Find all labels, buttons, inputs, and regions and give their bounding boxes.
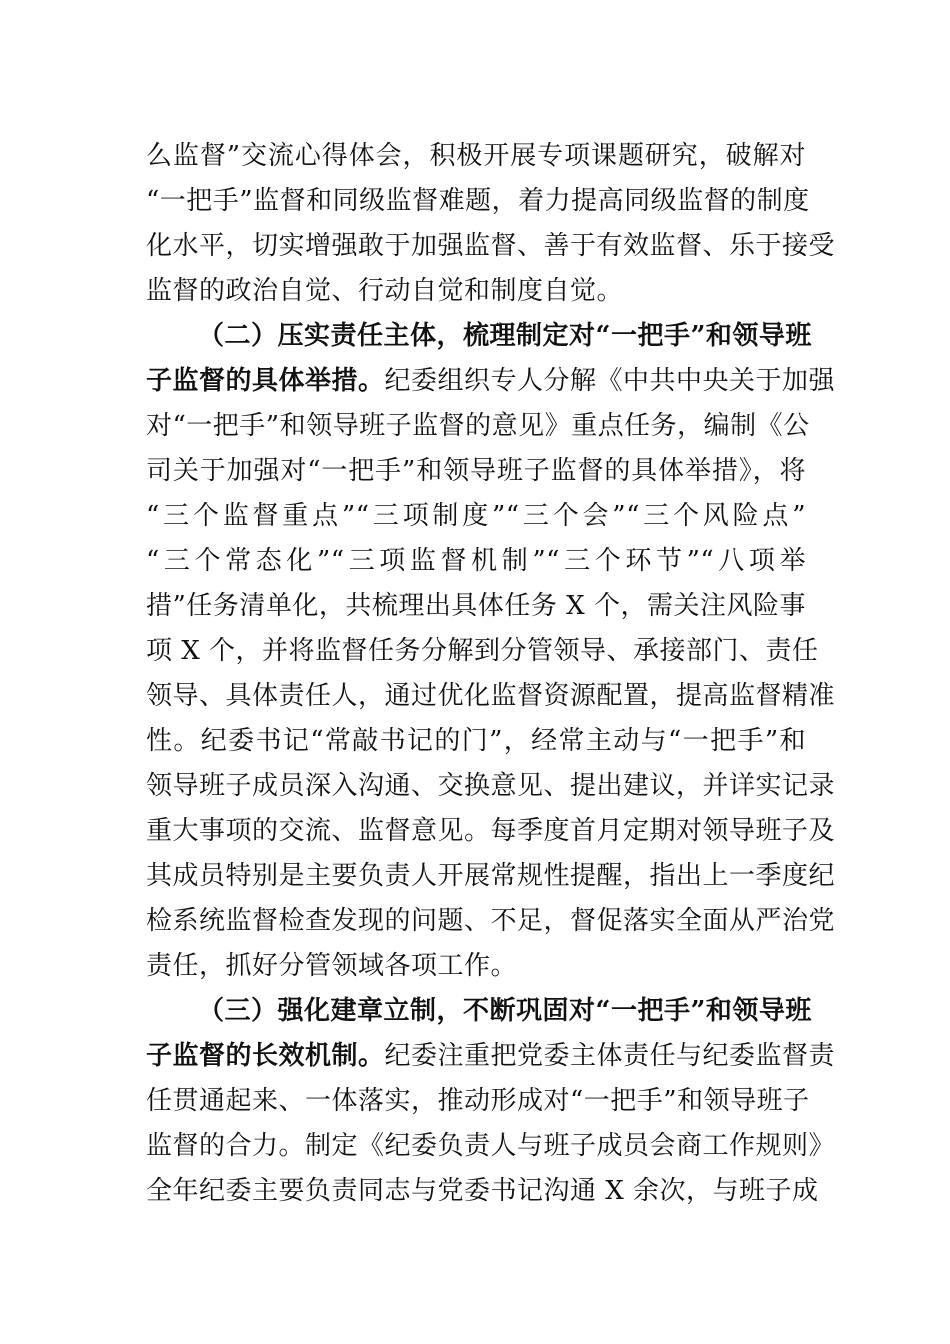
paragraph-text: 纪委组织专人分解《中共中央关于加强 xyxy=(384,366,836,396)
section-heading-3: （三）强化建章立制，不断巩固对“一把手”和领导班 xyxy=(198,996,812,1026)
paragraph-line-mixed xyxy=(146,1033,836,1079)
section-heading-3-continued: 子监督的长效机制。 xyxy=(146,1041,385,1071)
paragraph-line: 重大事项的交流、监督意见。每季度首月定期对领导班子及 xyxy=(146,816,836,846)
paragraph-line: 责任，抓好分管领域各项工作。 xyxy=(146,951,518,981)
paragraph-line: 么监督”交流心得体会，积极开展专项课题研究，破解对 xyxy=(146,141,806,171)
section-heading-2-continued: 子监督的具体举措。 xyxy=(146,366,385,396)
paragraph-line: 任贯通起来、一体落实，推动形成对“一把手”和领导班子 xyxy=(146,1086,810,1116)
paragraph-line: 性。纪委书记“常敲书记的门”，经常主动与“一把手”和 xyxy=(146,726,806,756)
paragraph-line: “三个监督重点”“三项制度”“三个会”“三个风险点” xyxy=(146,501,806,531)
paragraph-line-mixed xyxy=(146,358,836,404)
paragraph-line: 监督的政治自觉、行动自觉和制度自觉。 xyxy=(146,276,624,306)
paragraph-line: 司关于加强对“一把手”和领导班子监督的具体举措》，将 xyxy=(146,456,806,486)
paragraph-line: 其成员特别是主要负责人开展常规性提醒，指出上一季度纪 xyxy=(146,861,836,891)
paragraph-line: 措”任务清单化，共梳理出具体任务 X 个，需关注风险事 xyxy=(146,591,806,621)
paragraph-line: 对“一把手”和领导班子监督的意见》重点任务，编制《公 xyxy=(146,411,810,441)
paragraph-line: 领导班子成员深入沟通、交换意见、提出建议，并详实记录 xyxy=(146,771,836,801)
paragraph-line: “三个常态化”“三项监督机制”“三个环节”“八项举 xyxy=(146,546,806,576)
paragraph-line: 项 X 个，并将监督任务分解到分管领导、承接部门、责任 xyxy=(146,636,819,666)
paragraph-line: 化水平，切实增强敢于加强监督、善于有效监督、乐于接受 xyxy=(146,231,836,261)
paragraph-line: 领导、具体责任人，通过优化监督资源配置，提高监督精准 xyxy=(146,681,836,711)
paragraph-line: “一把手”监督和同级监督难题，着力提高同级监督的制度 xyxy=(146,186,810,216)
paragraph-text: 纪委注重把党委主体责任与纪委监督责 xyxy=(384,1041,836,1071)
paragraph-line: 监督的合力。制定《纪委负责人与班子成员会商工作规则》 xyxy=(146,1131,836,1161)
paragraph-line: 检系统监督检查发现的问题、不足，督促落实全面从严治党 xyxy=(146,906,836,936)
section-heading-2: （二）压实责任主体，梳理制定对“一把手”和领导班 xyxy=(198,321,812,351)
paragraph-line: 全年纪委主要负责同志与党委书记沟通 X 余次，与班子成 xyxy=(146,1176,819,1206)
